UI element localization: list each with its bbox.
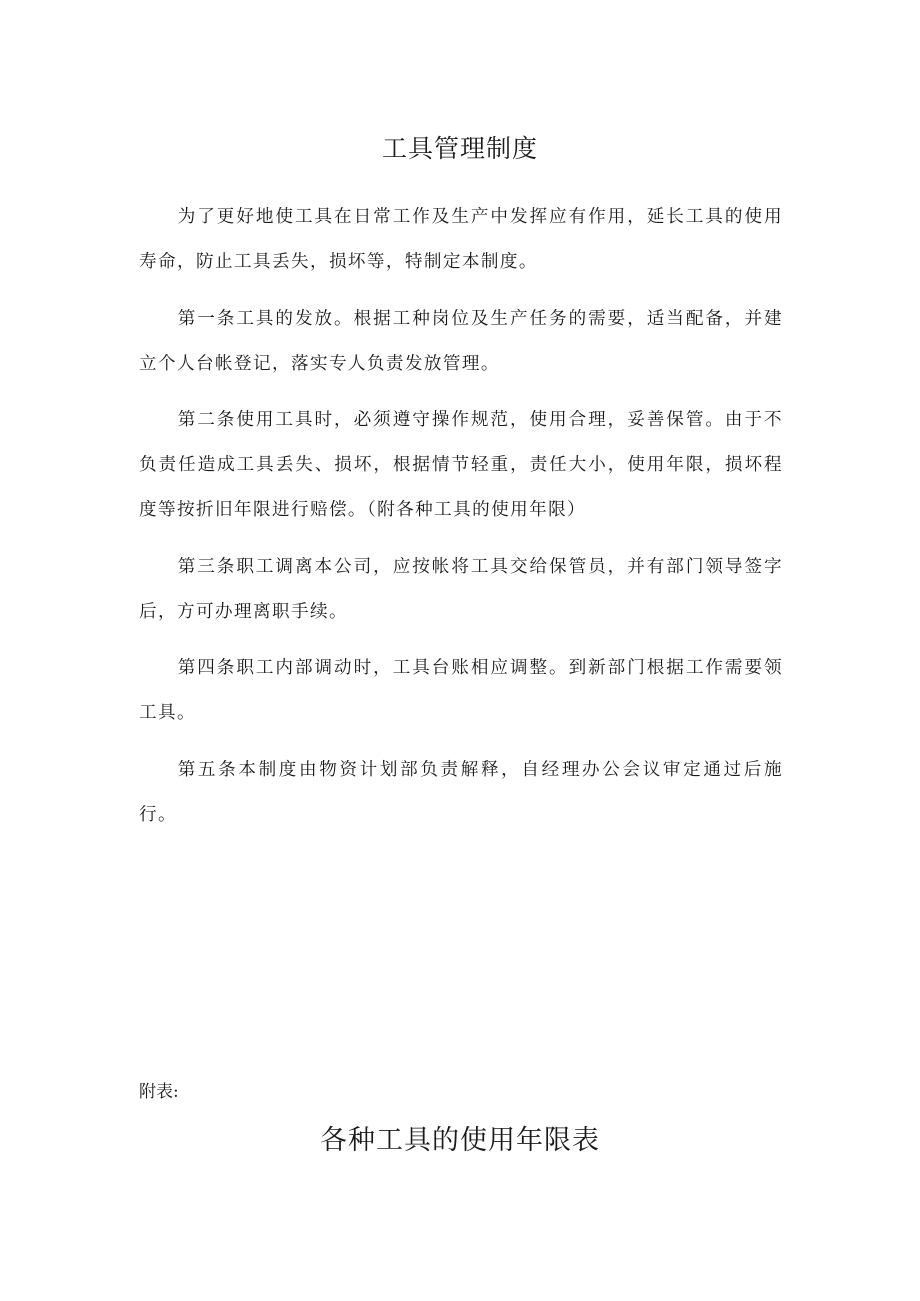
article-5-paragraph: 第五条本制度由物资计划部负责解释，自经理办公会议审定通过后施行。 [139,759,783,825]
intro-paragraph: 为了更好地使工具在日常工作及生产中发挥应有作用，延长工具的使用寿命，防止工具丢失，损坏等，特制定本制度。 [139,207,783,272]
article-4-paragraph: 第四条职工内部调动时，工具台账相应调整。到新部门根据工作需要领工具。 [139,658,783,723]
article-3-paragraph: 第三条职工调离本公司，应按帐将工具交给保管员，并有部门领导签字后，方可办理离职手续。 [139,556,783,622]
article-1-paragraph: 第一条工具的发放。根据工种岗位及生产任务的需要，适当配备，并建立个人台帐登记，落实专人负责发放管理。 [139,308,783,374]
appendix-label: 附表: [139,1082,179,1102]
appendix-table-title: 各种工具的使用年限表 [320,1125,600,1156]
document-body [139,195,783,849]
document-title: 工具管理制度 [381,134,538,163]
article-2-paragraph: 第二条使用工具时，必须遵守操作规范，使用合理，妥善保管。由于不负责任造成工具丢失、损坏，根据情节轻重，责任大小，使用年限，损坏程度等按折旧年限进行赔偿。（附各种工具的使用年限） [139,410,783,520]
